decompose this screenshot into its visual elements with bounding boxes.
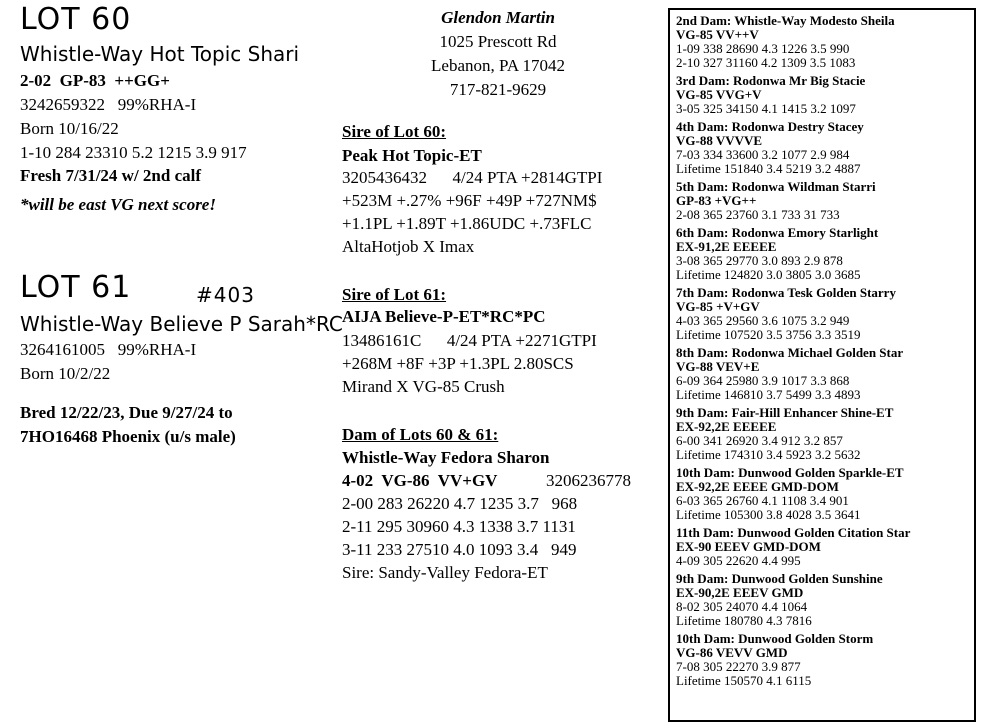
- pedigree-dam-lifetime: Lifetime 180780 4.3 7816: [676, 613, 812, 628]
- pedigree-dam-lifetime: Lifetime 124820 3.0 3805 3.0 3685: [676, 267, 861, 282]
- pedigree-dam-entry: [676, 226, 968, 282]
- pedigree-dam-entry: [676, 632, 968, 688]
- pedigree-dam-entry: [676, 286, 968, 342]
- dam-registration: 3206236778: [546, 471, 631, 490]
- dam-name: Whistle-Way Fedora Sharon: [342, 448, 550, 467]
- lot61-number: #403: [196, 283, 255, 307]
- lot60-record: 1-10 284 23310 5.2 1215 3.9 917: [20, 143, 247, 162]
- pedigree-dam-classification: EX-90,2E EEEV GMD: [676, 585, 804, 600]
- pedigree-dam-entry: [676, 180, 968, 222]
- pedigree-dam-title: 5th Dam: Rodonwa Wildman Starri: [676, 179, 876, 194]
- pedigree-dam-record: 4-03 365 29560 3.6 1075 3.2 949: [676, 313, 850, 328]
- lot60-note: *will be east VG next score!: [20, 195, 216, 214]
- maternal-pedigree-box: [668, 8, 976, 722]
- sire60-proof-line: +1.1PL +1.89T +1.86UDC +.73FLC: [342, 214, 592, 233]
- pedigree-dam-title: 10th Dam: Dunwood Golden Storm: [676, 631, 874, 646]
- lot61-bred-line1: Bred 12/22/23, Due 9/27/24 to: [20, 403, 233, 422]
- pedigree-dam-lifetime: Lifetime 146810 3.7 5499 3.3 4893: [676, 387, 861, 402]
- pedigree-dam-entry: [676, 466, 968, 522]
- pedigree-dam-classification: VG-85 VV++V: [676, 27, 759, 42]
- pedigree-dam-lifetime: Lifetime 105300 3.8 4028 3.5 3641: [676, 507, 861, 522]
- dam-heading: Dam of Lots 60 & 61:: [342, 425, 499, 444]
- dam-record: 2-00 283 26220 4.7 1235 3.7 968: [342, 494, 578, 513]
- lot60-fresh: Fresh 7/31/24 w/ 2nd calf: [20, 166, 202, 185]
- pedigree-dam-classification: EX-91,2E EEEEE: [676, 239, 777, 254]
- sire60-proof-line: 3205436432 4/24 PTA +2814GTPI: [342, 168, 603, 187]
- pedigree-dam-lifetime: Lifetime 151840 3.4 5219 3.2 4887: [676, 161, 861, 176]
- pedigree-dam-lifetime: Lifetime 174310 3.4 5923 3.2 5632: [676, 447, 861, 462]
- pedigree-dam-classification: EX-92,2E EEEE GMD-DOM: [676, 479, 839, 494]
- sire61-proof-line: 13486161C 4/24 PTA +2271GTPI: [342, 331, 597, 350]
- pedigree-dam-entry: [676, 526, 968, 568]
- pedigree-dam-entry: [676, 74, 968, 116]
- pedigree-dam-record: 3-08 365 29770 3.0 893 2.9 878: [676, 253, 843, 268]
- sire61-pedigree: Mirand X VG-85 Crush: [342, 377, 505, 396]
- dam-classification: 4-02 VG-86 VV+GV: [342, 471, 498, 490]
- sire61-name: AIJA Believe-P-ET*RC*PC: [342, 307, 546, 326]
- pedigree-dam-record: 6-00 341 26920 3.4 912 3.2 857: [676, 433, 843, 448]
- pedigree-dam-entry: [676, 406, 968, 462]
- pedigree-dam-lifetime: Lifetime 107520 3.5 3756 3.3 3519: [676, 327, 861, 342]
- lot61-bred-line2: 7HO16468 Phoenix (u/s male): [20, 427, 236, 446]
- pedigree-dam-classification: GP-83 +VG++: [676, 193, 757, 208]
- pedigree-dam-record: 7-08 305 22270 3.9 877: [676, 659, 801, 674]
- lot61-born: Born 10/2/22: [20, 364, 111, 383]
- dam-record: 2-11 295 30960 4.3 1338 3.7 1131: [342, 517, 576, 536]
- lot61-heading: LOT 61: [20, 270, 132, 305]
- sire61-heading: Sire of Lot 61:: [342, 285, 447, 304]
- pedigree-dam-title: 6th Dam: Rodonwa Emory Starlight: [676, 225, 879, 240]
- pedigree-dam-record: 1-09 338 28690 4.3 1226 3.5 990: [676, 41, 850, 56]
- pedigree-dam-classification: VG-85 +V+GV: [676, 299, 760, 314]
- pedigree-dam-classification: VG-86 VEVV GMD: [676, 645, 788, 660]
- pedigree-dam-title: 10th Dam: Dunwood Golden Sparkle-ET: [676, 465, 904, 480]
- sire60-proof-line: +523M +.27% +96F +49P +727NM$: [342, 191, 597, 210]
- sire60-name: Peak Hot Topic-ET: [342, 146, 482, 165]
- lot60-registration: 3242659322 99%RHA-I: [20, 95, 197, 114]
- lot60-born: Born 10/16/22: [20, 119, 119, 138]
- sire60-heading: Sire of Lot 60:: [342, 122, 447, 141]
- pedigree-dam-classification: VG-88 VEV+E: [676, 359, 760, 374]
- pedigree-dam-entry: [676, 120, 968, 176]
- dam-sire: Sire: Sandy-Valley Fedora-ET: [342, 563, 548, 582]
- lot61-cow-name: Whistle-Way Believe P Sarah*RC: [20, 312, 343, 336]
- pedigree-dam-title: 8th Dam: Rodonwa Michael Golden Star: [676, 345, 904, 360]
- dam-record: 3-11 233 27510 4.0 1093 3.4 949: [342, 540, 577, 559]
- consignor-contact: [398, 6, 598, 102]
- pedigree-dam-title: 11th Dam: Dunwood Golden Citation Star: [676, 525, 911, 540]
- pedigree-dam-record: 6-03 365 26760 4.1 1108 3.4 901: [676, 493, 849, 508]
- pedigree-dam-entry: [676, 14, 968, 70]
- pedigree-dam-lifetime: Lifetime 150570 4.1 6115: [676, 673, 812, 688]
- pedigree-dam-classification: EX-92,2E EEEEE: [676, 419, 777, 434]
- pedigree-dam-title: 2nd Dam: Whistle-Way Modesto Sheila: [676, 13, 895, 28]
- pedigree-dam-entry: [676, 346, 968, 402]
- pedigree-dam-record: 6-09 364 25980 3.9 1017 3.3 868: [676, 373, 850, 388]
- pedigree-dam-entry: [676, 572, 968, 628]
- lot60-classification: 2-02 GP-83 ++GG+: [20, 71, 170, 90]
- pedigree-dam-title: 9th Dam: Fair-Hill Enhancer Shine-ET: [676, 405, 894, 420]
- pedigree-dam-title: 4th Dam: Rodonwa Destry Stacey: [676, 119, 864, 134]
- pedigree-dam-classification: EX-90 EEEV GMD-DOM: [676, 539, 821, 554]
- sire61-proof-line: +268M +8F +3P +1.3PL 2.80SCS: [342, 354, 574, 373]
- consignor-city: Lebanon, PA 17042: [431, 56, 565, 75]
- pedigree-dam-title: 9th Dam: Dunwood Golden Sunshine: [676, 571, 883, 586]
- pedigree-dam-record: 7-03 334 33600 3.2 1077 2.9 984: [676, 147, 850, 162]
- lot60-heading: LOT 60: [20, 2, 132, 37]
- consignor-phone: 717-821-9629: [449, 80, 547, 99]
- lot61-registration: 3264161005 99%RHA-I: [20, 340, 197, 359]
- pedigree-dam-record: 8-02 305 24070 4.4 1064: [676, 599, 808, 614]
- pedigree-dam-record: 4-09 305 22620 4.4 995: [676, 553, 801, 568]
- pedigree-dam-title: 7th Dam: Rodonwa Tesk Golden Starry: [676, 285, 896, 300]
- pedigree-dam-record: 3-05 325 34150 4.1 1415 3.2 1097: [676, 101, 856, 116]
- pedigree-dam-classification: VG-88 VVVVE: [676, 133, 763, 148]
- pedigree-dam-classification: VG-85 VVG+V: [676, 87, 762, 102]
- pedigree-dam-record: 2-08 365 23760 3.1 733 31 733: [676, 207, 840, 222]
- consignor-name: Glendon Martin: [441, 8, 555, 27]
- pedigree-dam-record: 2-10 327 31160 4.2 1309 3.5 1083: [676, 55, 856, 70]
- consignor-street: 1025 Prescott Rd: [439, 32, 557, 51]
- pedigree-dam-title: 3rd Dam: Rodonwa Mr Big Stacie: [676, 73, 866, 88]
- sire60-pedigree: AltaHotjob X Imax: [342, 237, 475, 256]
- lot60-cow-name: Whistle-Way Hot Topic Shari: [20, 42, 300, 66]
